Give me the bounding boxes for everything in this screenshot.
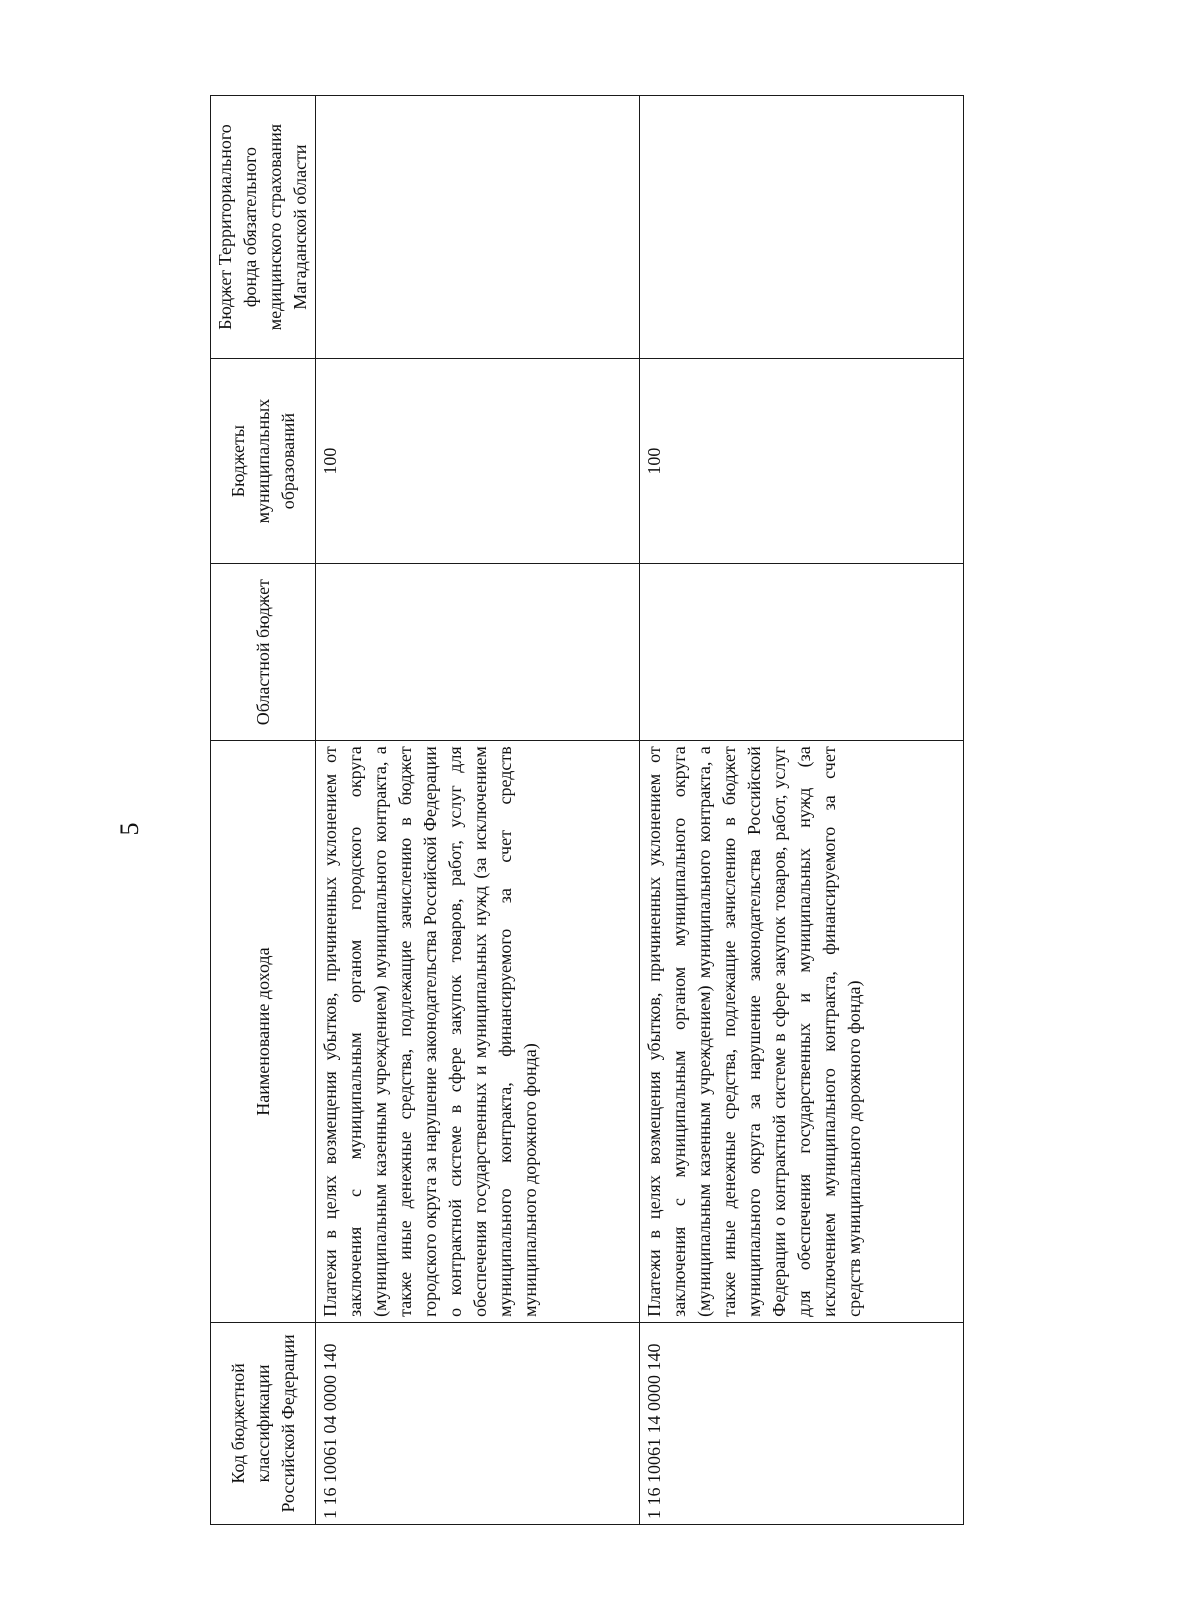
header-name: Наименование дохода	[211, 741, 316, 1323]
header-tfoms-budget: Бюджет Территориального фонда обязательного медицинского страхования Магаданской области	[211, 96, 316, 359]
row-tfoms	[316, 96, 640, 359]
row-municipal: 100	[640, 359, 964, 564]
row-code: 1 16 10061 14 0000 140	[640, 1322, 964, 1524]
row-name: Платежи в целях возмещения убытков, причиненных уклонением от заключения с муниципальным органом городского округа (муниципальным казенным учреждением) муниципального контракта, а также иные денежные средства, подлежащие зачислению в бюджет городского округа за нарушение законодательства Российской Федерации о контрактной системе в сфере закупок товаров, работ, услуг для обеспечения государственных и муниципальных нужд (за исключением муниципального контракта, финансируемого за счет средств муниципального дорожного фонда)	[316, 741, 640, 1323]
row-tfoms	[640, 96, 964, 359]
row-name: Платежи в целях возмещения убытков, причиненных уклонением от заключения с муниципальным органом муниципального округа (муниципальным казенным учреждением) муниципального контракта, а также иные денежные средства, подлежащие зачислению в бюджет муниципального округа за нарушение законодательства Российской Федерации о контрактной системе в сфере закупок товаров, работ, услуг для обеспечения государственных и муниципальных нужд (за исключением муниципального контракта, финансируемого за счет средств муниципального дорожного фонда)	[640, 741, 964, 1323]
revenue-table	[210, 95, 964, 1525]
table-row	[640, 96, 964, 1525]
row-municipal: 100	[316, 359, 640, 564]
row-regional	[316, 564, 640, 741]
header-municipal-budgets: Бюджеты муниципальных образований	[211, 359, 316, 564]
page-number: 5	[115, 822, 144, 836]
table-row	[316, 96, 640, 1525]
row-regional	[640, 564, 964, 741]
header-code: Код бюджетной классификации Российской Федерации	[211, 1322, 316, 1524]
header-regional-budget: Областной бюджет	[211, 564, 316, 741]
row-code: 1 16 10061 04 0000 140	[316, 1322, 640, 1524]
rotated-table-wrapper	[210, 95, 958, 1525]
table-header-row	[211, 96, 316, 1525]
